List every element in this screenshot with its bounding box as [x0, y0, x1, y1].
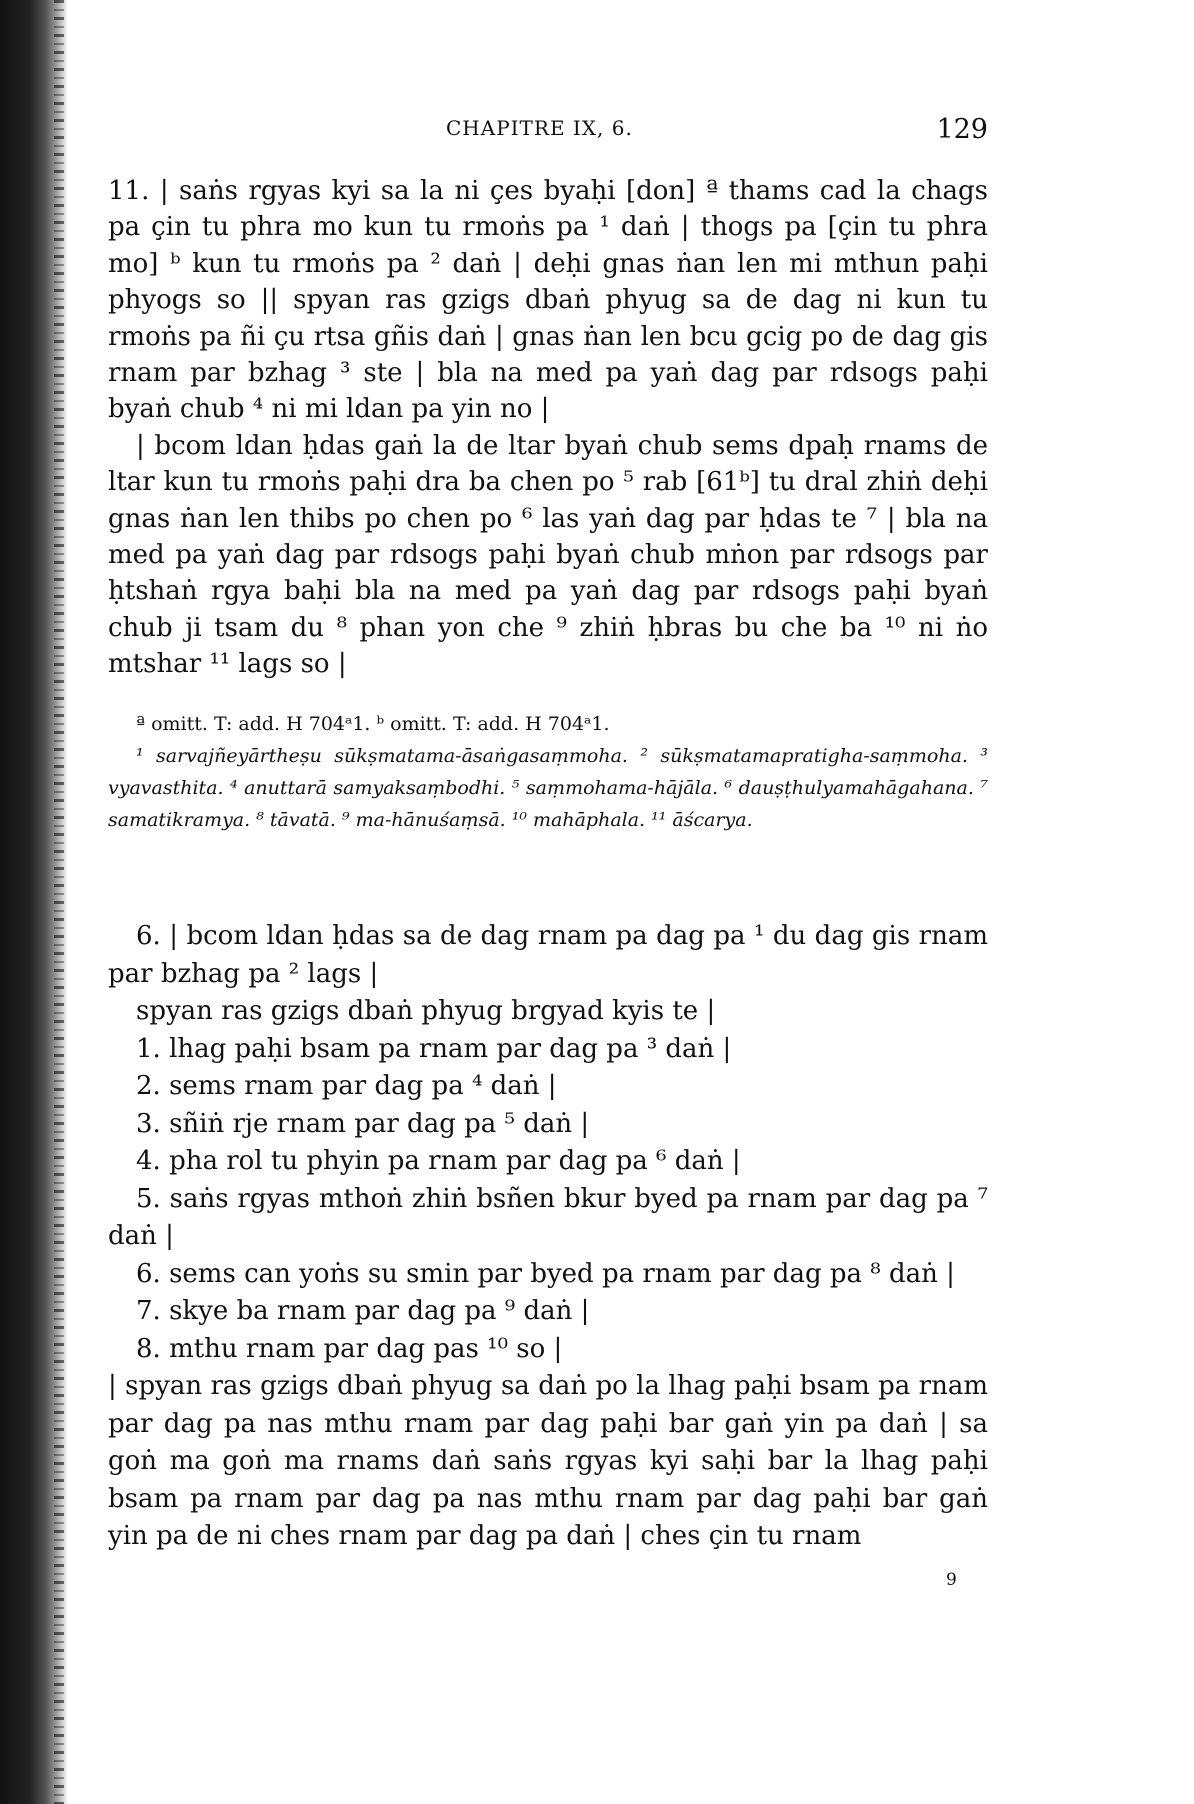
book-binding-edge [0, 0, 68, 1804]
list-item: 7. skye ba rnam par dag pa ⁹ daṅ | [136, 1296, 590, 1326]
list-item: 2. sems rnam par dag pa ⁴ daṅ | [136, 1071, 557, 1101]
list-item: 3. sñiṅ rje rnam par dag pa ⁵ daṅ | [136, 1108, 590, 1139]
list-item: 5. saṅs rgyas mthoṅ zhiṅ bsñen bkur byed pa rnam par dag pa ⁷ daṅ | [108, 1183, 988, 1251]
section-closing-paragraph: | spyan ras gzigs dbaṅ phyug sa daṅ po la lhag paḥi bsam pa rnam par dag pa nas mthu rnam par dag paḥi bar gaṅ yin pa daṅ | sa goṅ ma goṅ ma rnams daṅ saṅs rgyas kyi saḥi bar la lhag paḥi bsam pa rnam par dag pa nas mthu rnam par dag paḥi bar gaṅ yin pa de ni ches rnam par dag pa daṅ | ches çin tu rnam [108, 1371, 988, 1551]
section-lead: spyan ras gzigs dbaṅ phyug brgyad kyis te | [136, 996, 716, 1026]
list-item: 8. mthu rnam par dag pas ¹⁰ so | [136, 1333, 563, 1364]
running-head [108, 112, 988, 148]
list-item: 1. lhag paḥi bsam pa rnam par dag pa ³ daṅ | [136, 1033, 732, 1064]
section-intro: 6. | bcom ldan ḥdas sa de dag rnam pa dag pa ¹ du dag gis rnam par bzhag pa ² lags | [108, 921, 988, 989]
footnote-omissions: ª omitt. T: add. H 704ᵃ1. ᵇ omitt. T: add. H 704ᵃ1. [136, 713, 610, 735]
paragraph-11: 11. | saṅs rgyas kyi sa la ni çes byaḥi [don] ª thams cad la chags pa çin tu phra mo kun tu rmoṅs pa ¹ daṅ | thogs pa [çin tu phra mo] ᵇ kun tu rmoṅs pa ² daṅ | deḥi gnas ṅan len mi mthun paḥi phyogs so || spyan ras gzigs dbaṅ phyug sa de dag ni kun tu rmoṅs pa ñi çu rtsa gñis daṅ | gnas ṅan len bcu gcig po de dag gis rnam par bzhag ³ ste | bla na med pa yaṅ dag par rdsogs paḥi byaṅ chub ⁴ ni mi ldan pa yin no | [108, 176, 988, 425]
running-title: CHAPITRE IX, 6. [446, 116, 633, 140]
footnotes [108, 708, 988, 836]
page-number: 129 [936, 114, 988, 145]
paragraph-continuation: | bcom ldan ḥdas gaṅ la de ltar byaṅ chub sems dpaḥ rnams de ltar kun tu rmoṅs paḥi dra ba chen po ⁵ rab [61ᵇ] tu dral zhiṅ deḥi gnas ṅan len thibs po chen po ⁶ las yaṅ dag par ḥdas te ⁷ | bla na med pa yaṅ dag par rdsogs paḥi byaṅ chub mṅon par rdsogs par ḥtshaṅ rgya baḥi bla na med pa yaṅ dag par rdsogs paḥi byaṅ chub ji tsam du ⁸ phan yon che ⁹ zhiṅ ḥbras bu che ba ¹⁰ ni ṅo mtshar ¹¹ lags so | [108, 430, 988, 680]
footnote-sanskrit-equivalents: ¹ sarvajñeyārtheṣu sūkṣmatama-āsaṅgasaṃmoha. ² sūkṣmatamapratigha-saṃmoha. ³ vyavasthita. ⁴ anuttarā samyaksaṃbodhi. ⁵ saṃmohama-hājāla. ⁶ dauṣṭhulyamahāgahana. ⁷ samatikramya. ⁸ tāvatā. ⁹ ma-hānuśaṃsā. ¹⁰ mahāphala. ¹¹ āścarya. [108, 745, 988, 831]
section-6 [108, 918, 988, 1556]
signature-mark: 9 [946, 1570, 957, 1590]
list-item: 4. pha rol tu phyin pa rnam par dag pa ⁶ daṅ | [136, 1146, 741, 1176]
main-text [108, 173, 988, 683]
list-item: 6. sems can yoṅs su smin par byed pa rnam par dag pa ⁸ daṅ | [136, 1258, 955, 1289]
